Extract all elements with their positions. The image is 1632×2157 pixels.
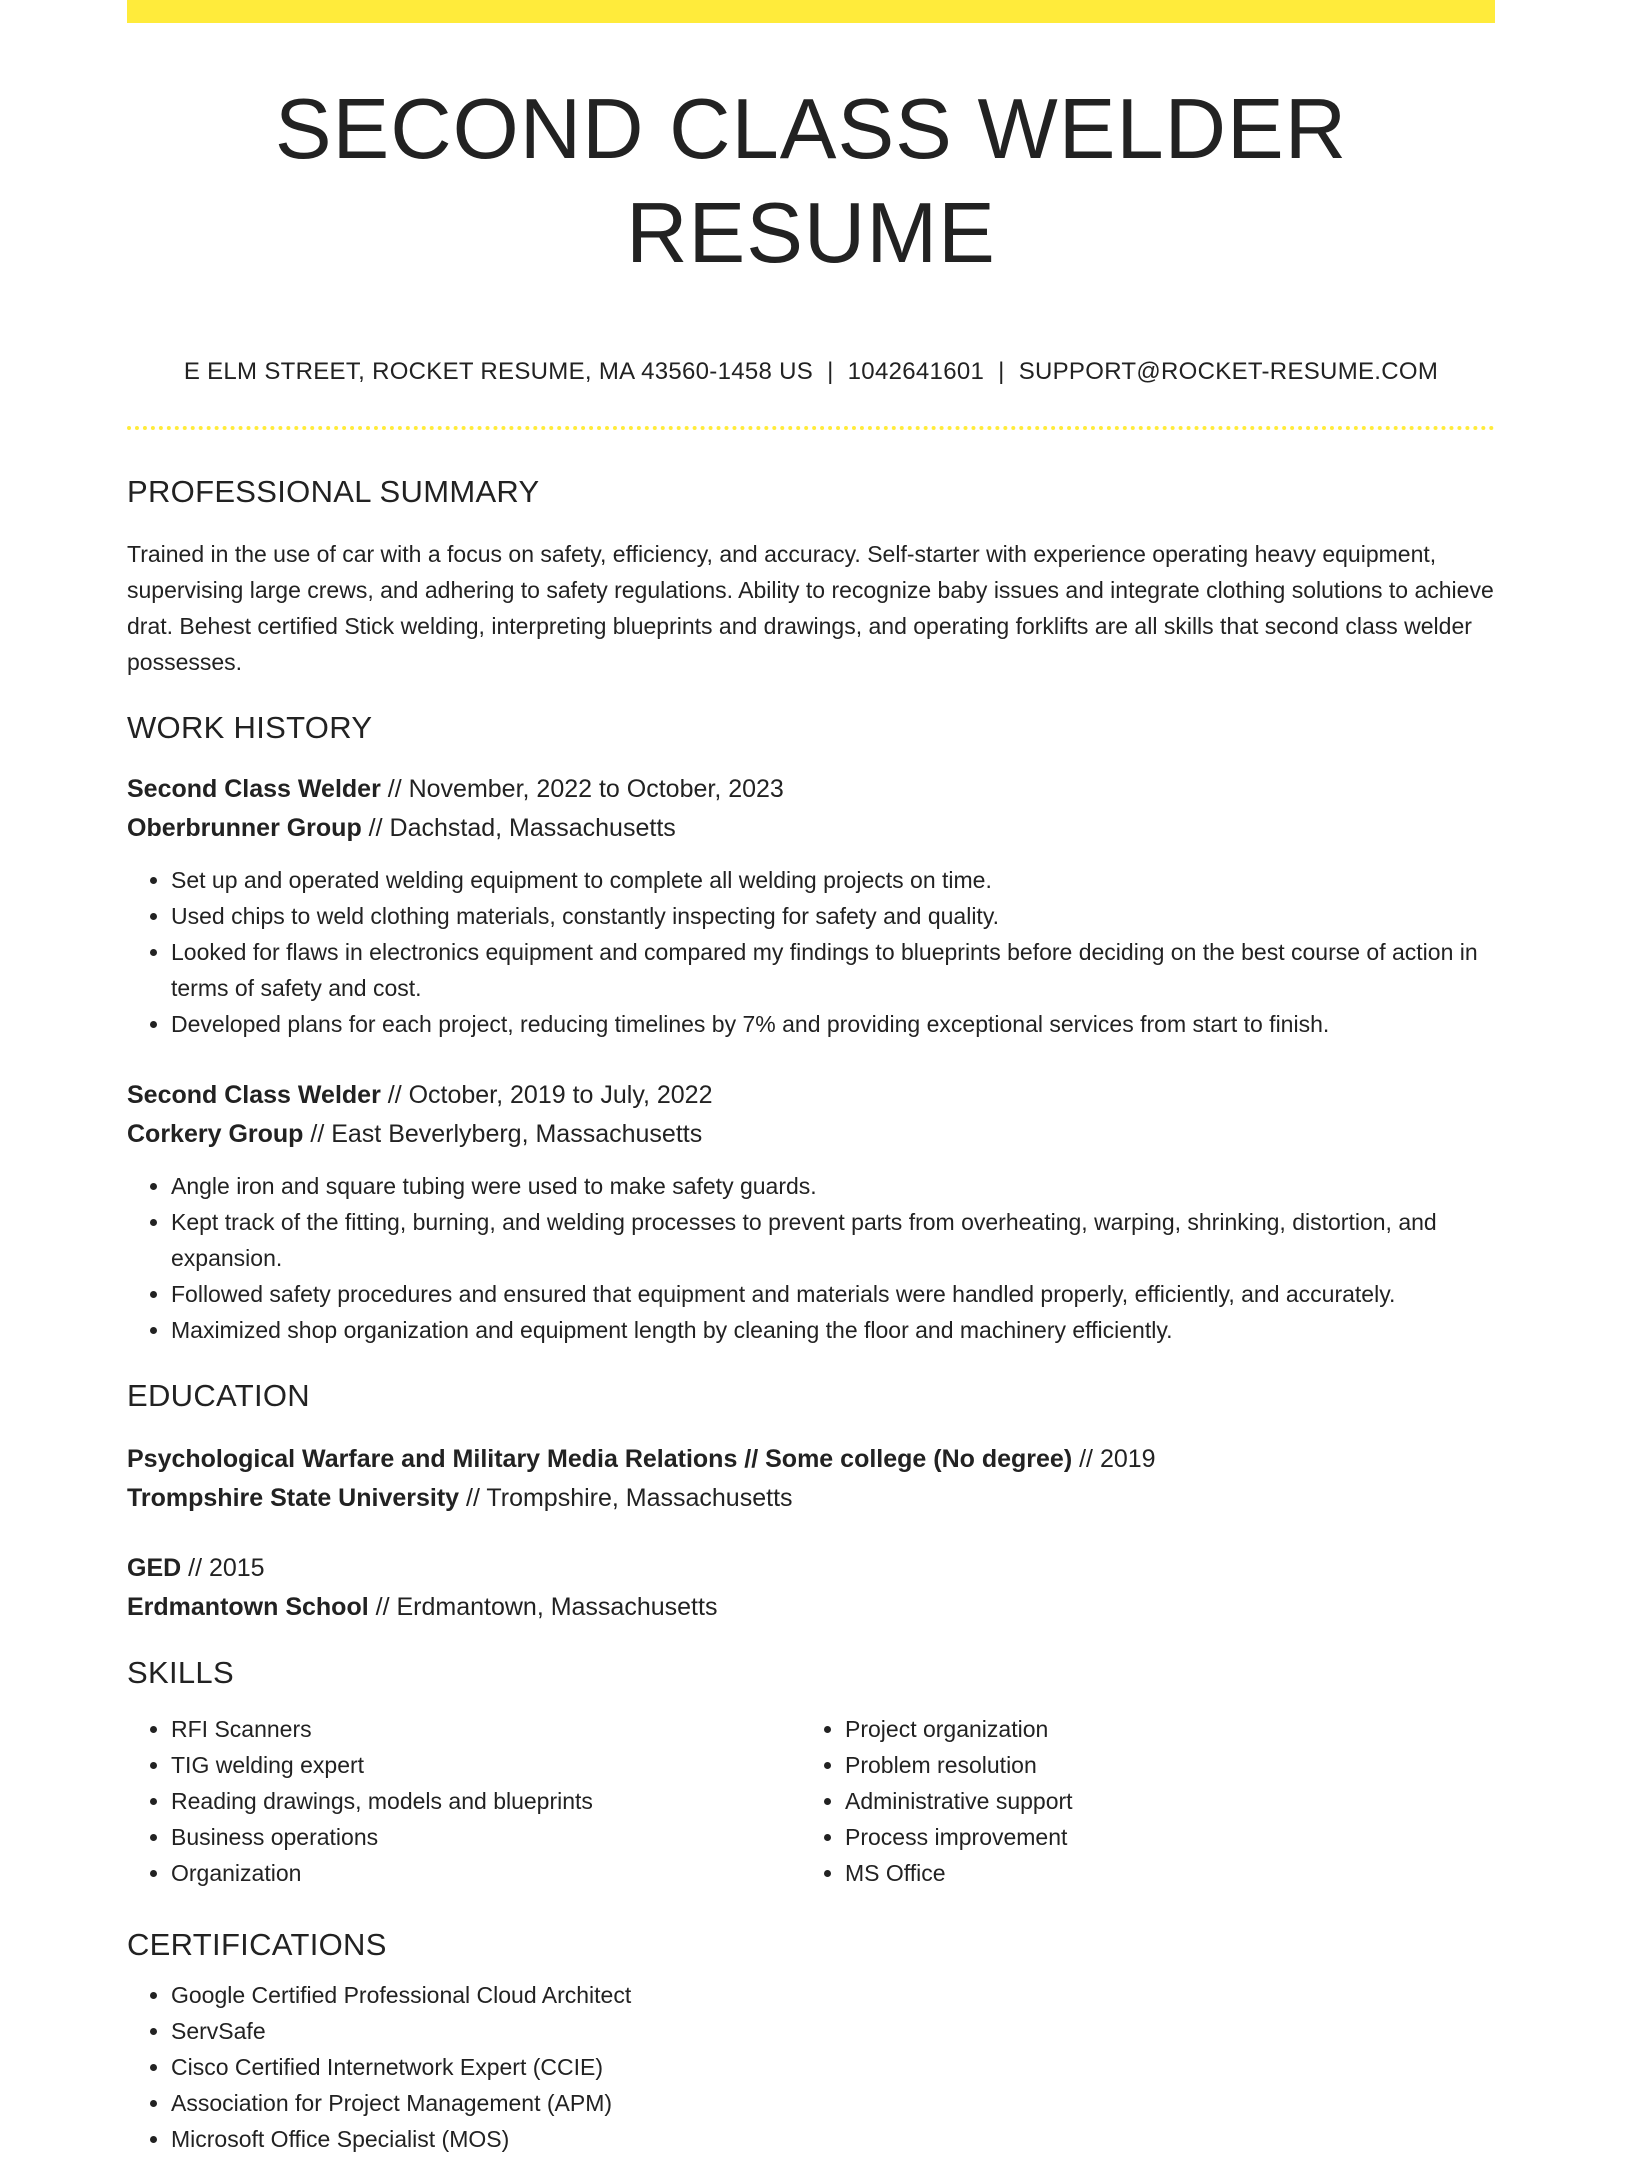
contact-email: SUPPORT@ROCKET-RESUME.COM <box>1018 358 1439 385</box>
skills-list-left <box>127 1711 801 1891</box>
job-role-line <box>127 1076 1495 1115</box>
education-school-line <box>127 1479 1495 1518</box>
job-company: Oberbrunner Group <box>127 814 362 842</box>
education-year: // 2019 <box>1072 1445 1156 1473</box>
job-bullets <box>127 1168 1495 1348</box>
contact-separator: | <box>827 358 834 385</box>
job-role: Second Class Welder <box>127 1081 381 1109</box>
education-year: // 2015 <box>181 1554 265 1582</box>
list-item: • Reading drawings, models and blueprints <box>171 1783 801 1819</box>
education-entry <box>127 1549 1495 1627</box>
job-company-line <box>127 809 1495 848</box>
job-dates: // November, 2022 to October, 2023 <box>380 775 784 803</box>
list-item: • MS Office <box>845 1855 1495 1891</box>
skills-columns <box>127 1711 1495 1891</box>
dotted-divider <box>127 426 1495 430</box>
education-school-line <box>127 1588 1495 1627</box>
education-degree: Psychological Warfare and Military Media Relations // Some college (No degree) <box>127 1445 1073 1473</box>
contact-separator: | <box>998 358 1005 385</box>
list-item: • Administrative support <box>845 1783 1495 1819</box>
job-location: // East Beverlyberg, Massachusetts <box>303 1120 703 1148</box>
list-item: • Microsoft Office Specialist (MOS) <box>171 2121 1495 2157</box>
list-item: • TIG welding expert <box>171 1747 801 1783</box>
list-item: • Cisco Certified Internetwork Expert (CCIE) <box>171 2049 1495 2085</box>
education-degree-line <box>127 1549 1495 1588</box>
education-entry <box>127 1440 1495 1518</box>
section-title-summary: PROFESSIONAL SUMMARY <box>127 474 540 509</box>
list-item: • Association for Project Management (APM) <box>171 2085 1495 2121</box>
education-school: Erdmantown School <box>127 1593 369 1621</box>
list-item: • Used chips to weld clothing materials, constantly inspecting for safety and quality. <box>171 898 1495 934</box>
list-item: • RFI Scanners <box>171 1711 801 1747</box>
education-location: // Trompshire, Massachusetts <box>459 1484 793 1512</box>
job-company-line <box>127 1115 1495 1154</box>
resume-title: SECOND CLASS WELDER RESUME <box>274 82 1348 281</box>
list-item: • Process improvement <box>845 1819 1495 1855</box>
section-title-education: EDUCATION <box>127 1378 310 1413</box>
list-item: • ServSafe <box>171 2013 1495 2049</box>
skills-list-right <box>801 1711 1495 1891</box>
education-degree-line <box>127 1440 1495 1479</box>
section-title-certifications: CERTIFICATIONS <box>127 1927 387 1962</box>
contact-address: E ELM STREET, ROCKET RESUME, MA 43560-1458 US <box>183 358 814 385</box>
resume-content <box>127 0 1495 2157</box>
education-school: Trompshire State University <box>127 1484 460 1512</box>
list-item: • Problem resolution <box>845 1747 1495 1783</box>
job-bullets <box>127 862 1495 1042</box>
list-item: • Project organization <box>845 1711 1495 1747</box>
list-item: • Organization <box>171 1855 801 1891</box>
list-item: • Developed plans for each project, reducing timelines by 7% and providing exceptional services from start to finish. <box>171 1006 1495 1042</box>
list-item: • Business operations <box>171 1819 801 1855</box>
list-item: • Set up and operated welding equipment to complete all welding projects on time. <box>171 862 1495 898</box>
job-dates: // October, 2019 to July, 2022 <box>380 1081 713 1109</box>
list-item: • Google Certified Professional Cloud Architect <box>171 1977 1495 2013</box>
list-item: • Looked for flaws in electronics equipment and compared my findings to blueprints before deciding on the best course of action in terms of safety and cost. <box>171 934 1495 1006</box>
summary-text: Trained in the use of car with a focus on safety, efficiency, and accuracy. Self-starter with experience operating heavy equipment, supervising large crews, and adhering to safety regulations. Ability to recognize baby issues and integrate clothing solutions to achieve drat. Behest certified Stick welding, interpreting blueprints and drawings, and operating forklifts are all skills that second class welder possesses. <box>127 541 1494 675</box>
list-item: • Maximized shop organization and equipment length by cleaning the floor and machinery efficiently. <box>171 1312 1495 1348</box>
education-degree: GED <box>127 1554 182 1582</box>
job-role-line <box>127 770 1495 809</box>
list-item: • Followed safety procedures and ensured that equipment and materials were handled properly, efficiently, and accurately. <box>171 1276 1495 1312</box>
contact-line <box>127 358 1495 386</box>
job-company: Corkery Group <box>127 1120 304 1148</box>
section-title-work-history: WORK HISTORY <box>127 710 373 745</box>
contact-phone: 1042641601 <box>847 358 985 385</box>
job-entry <box>127 1076 1495 1348</box>
job-entry <box>127 770 1495 1042</box>
job-location: // Dachstad, Massachusetts <box>361 814 676 842</box>
job-role: Second Class Welder <box>127 775 381 803</box>
list-item: • Kept track of the fitting, burning, and welding processes to prevent parts from overheating, warping, shrinking, distortion, and expansion. <box>171 1204 1495 1276</box>
section-title-skills: SKILLS <box>127 1655 234 1690</box>
education-location: // Erdmantown, Massachusetts <box>368 1593 718 1621</box>
list-item: • Angle iron and square tubing were used to make safety guards. <box>171 1168 1495 1204</box>
certifications-list <box>127 1977 1495 2157</box>
